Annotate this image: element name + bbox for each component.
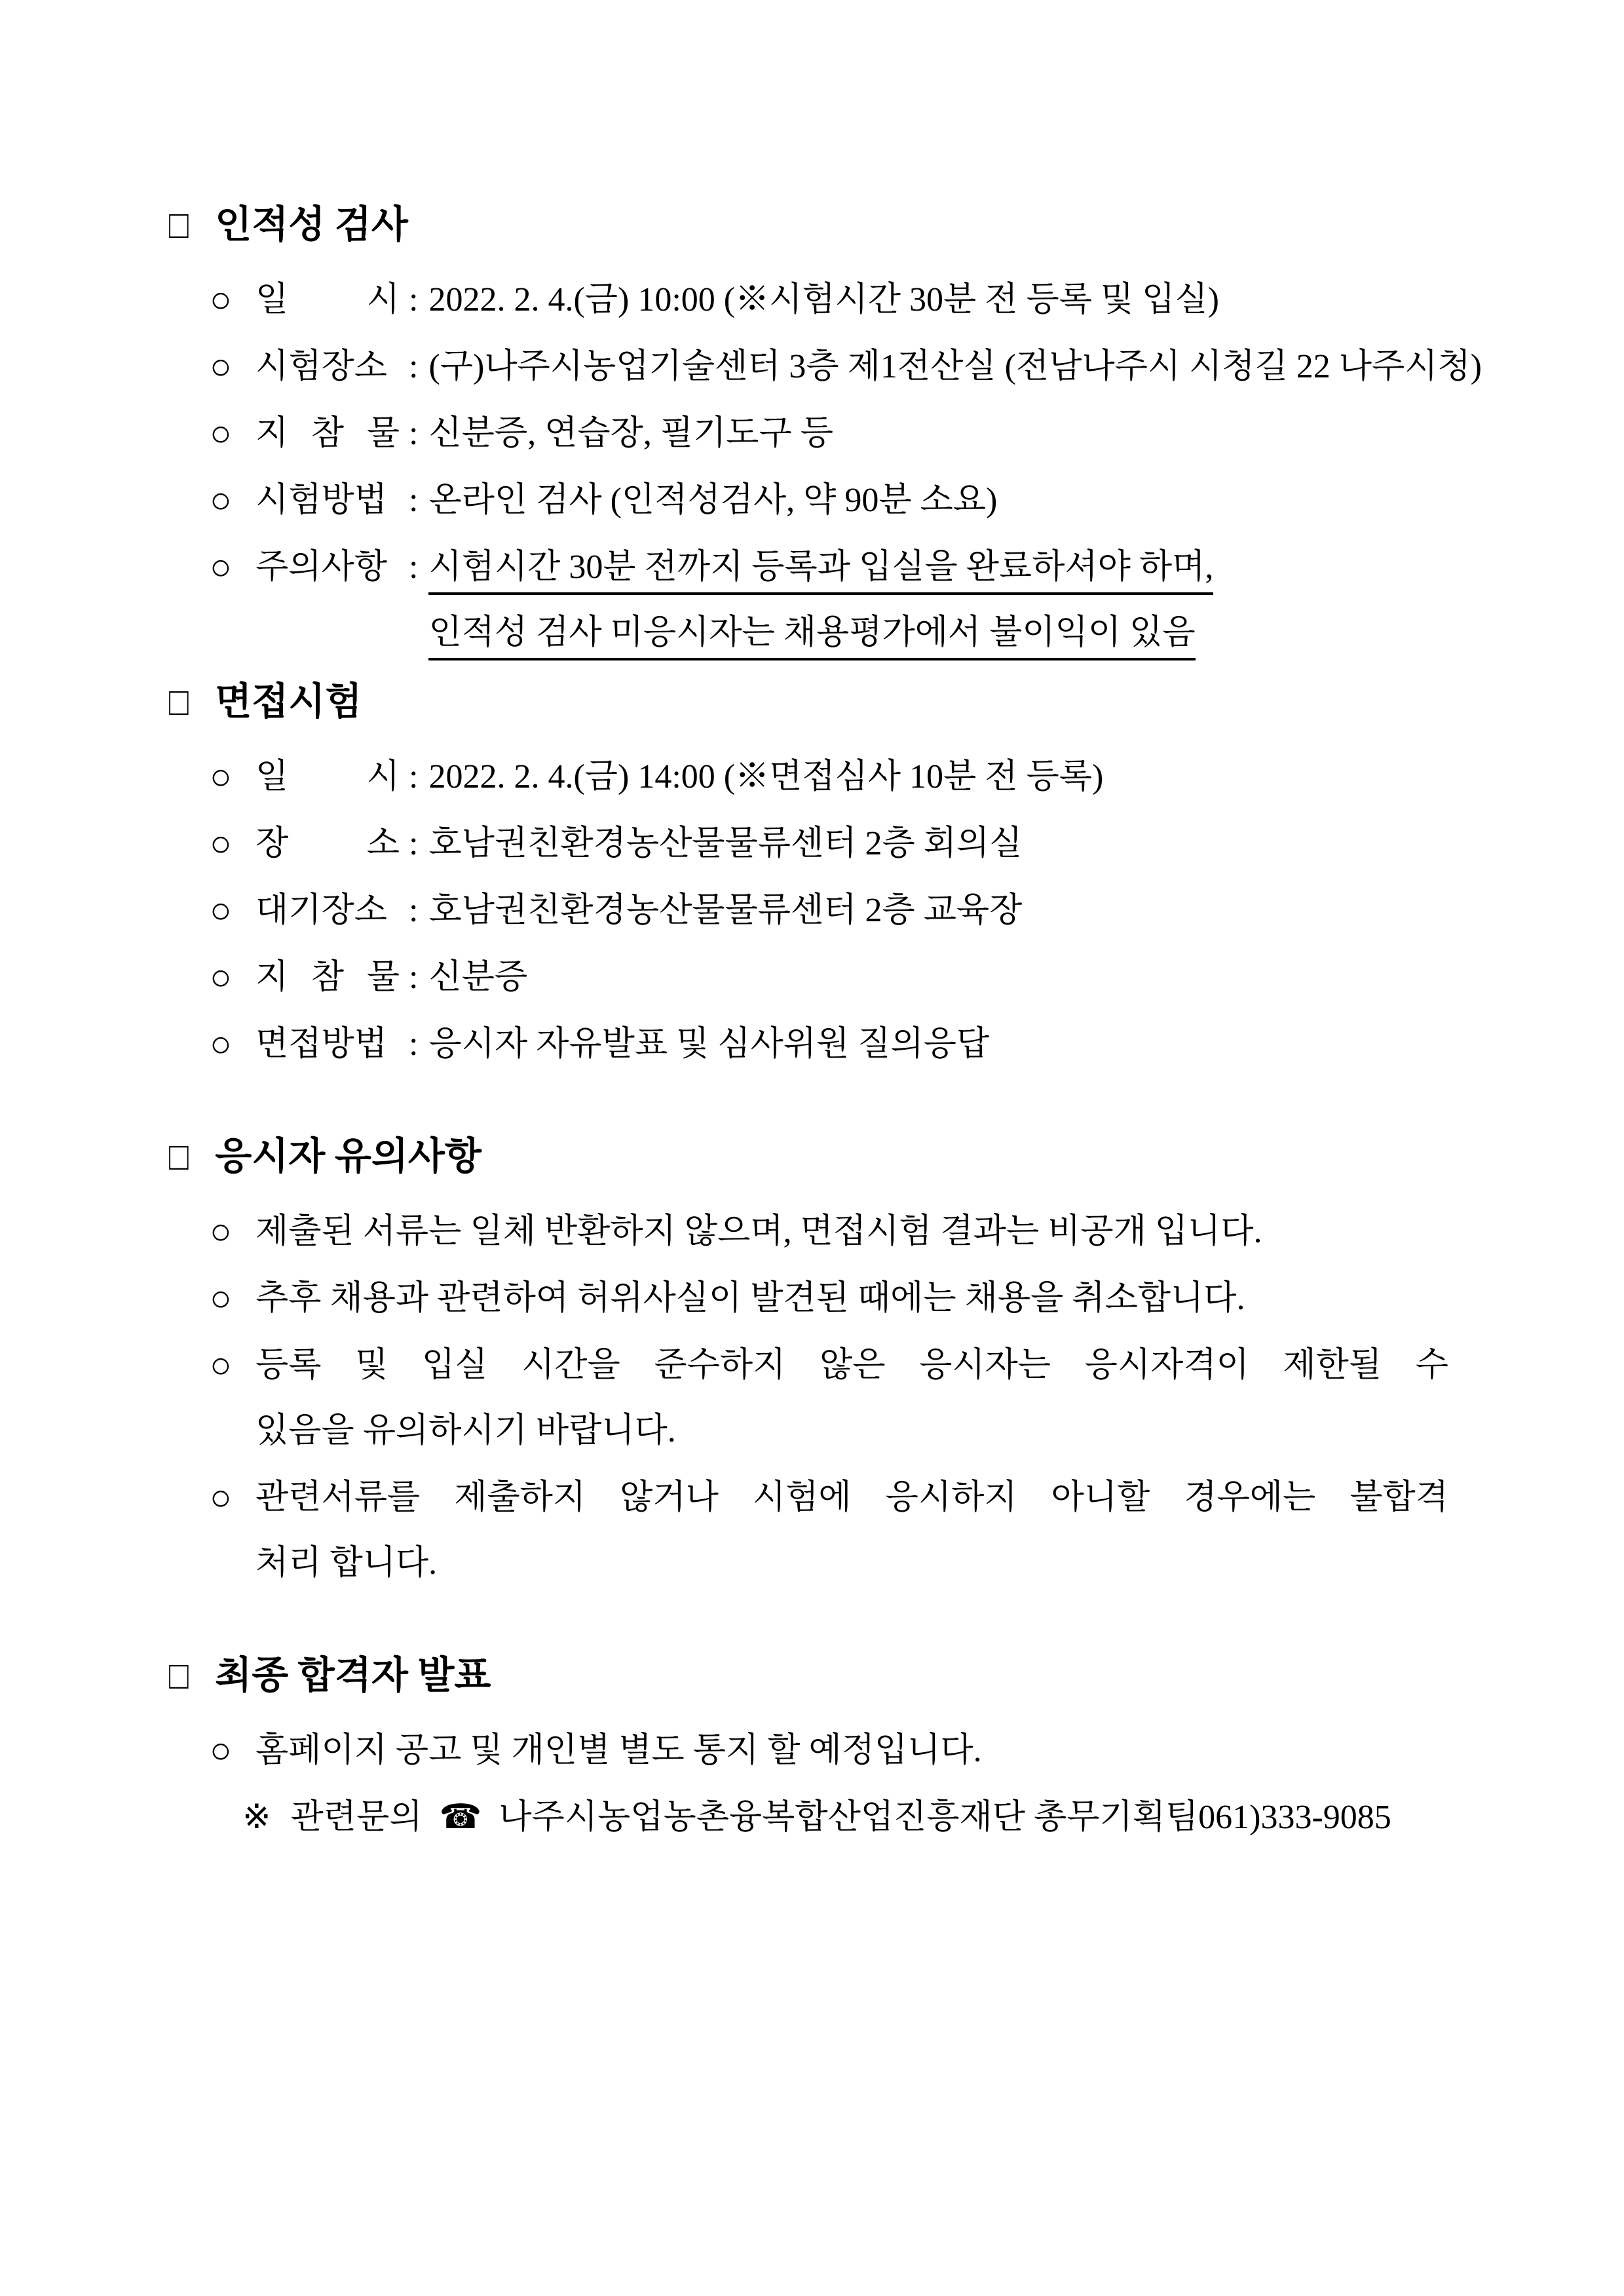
- item-label: 일 시: [255, 281, 400, 318]
- section-final-results: [169, 1654, 1448, 1837]
- item-value-line1: 홈페이지 공고 및 개인별 별도 통지 할 예정입니다.: [255, 1732, 982, 1769]
- circle-bullet-icon: ○: [210, 347, 232, 387]
- colon-separator: :: [409, 415, 419, 452]
- colon-separator: :: [409, 892, 419, 929]
- section-heading: [169, 1135, 1448, 1178]
- item-label: 면접방법: [255, 1025, 387, 1063]
- circle-bullet-icon: ○: [210, 1278, 232, 1319]
- item-value: 온라인 검사 (인적성검사, 약 90분 소요): [428, 482, 998, 519]
- item-value: 응시자 자유발표 및 심사위원 질의응답: [428, 1025, 990, 1063]
- item-value: 호남권친환경농산물물류센터 2층 교육장: [428, 892, 1023, 929]
- circle-bullet-icon: ○: [210, 1478, 232, 1518]
- item-value-line1: 관련서류를 제출하지 않거나 시험에 응시하지 아니할 경우에는 불합격: [255, 1479, 1448, 1516]
- circle-bullet-icon: ○: [210, 957, 232, 998]
- item-label: 일 시: [255, 758, 400, 795]
- item-value-line2: 있음을 유의하시기 바랍니다.: [255, 1412, 676, 1449]
- colon-separator: :: [409, 482, 419, 519]
- square-bullet-icon: □: [169, 1135, 189, 1178]
- item-value-line1: 추후 채용과 관련하여 허위사실이 발견된 때에는 채용을 취소합니다.: [255, 1280, 1245, 1317]
- circle-bullet-icon: ○: [210, 757, 232, 797]
- section-title: 응시자 유의사항: [215, 1135, 482, 1177]
- item-label: 시험방법: [255, 482, 387, 519]
- note-mark-icon: ※: [242, 1799, 271, 1836]
- circle-bullet-icon: ○: [210, 1731, 232, 1771]
- phone-icon: ☎: [439, 1799, 482, 1836]
- item-value: [255, 1212, 1448, 1252]
- colon-separator: :: [409, 348, 419, 385]
- list-item: [169, 891, 1448, 930]
- item-value: 2022. 2. 4.(금) 10:00 (※시험시간 30분 전 등록 및 입실): [428, 281, 1219, 318]
- item-value: 신분증, 연습장, 필기도구 등: [428, 415, 834, 452]
- list-item: [169, 1478, 1448, 1583]
- colon-separator: :: [409, 758, 419, 795]
- circle-bullet-icon: ○: [210, 824, 232, 864]
- square-bullet-icon: □: [169, 203, 189, 246]
- item-label: 주의사항: [255, 548, 387, 586]
- list-item: [169, 757, 1448, 797]
- list-item: [169, 280, 1448, 320]
- section-title: 인적성 검사: [215, 203, 408, 246]
- section-interview-exam: [169, 680, 1448, 1064]
- list-item: [169, 347, 1482, 387]
- item-value-line1: 제출된 서류는 일체 반환하지 않으며, 면접시험 결과는 비공개 입니다.: [255, 1213, 1262, 1250]
- colon-separator: :: [409, 548, 419, 586]
- square-bullet-icon: □: [169, 680, 189, 723]
- list-item: [169, 1279, 1448, 1318]
- colon-separator: :: [409, 825, 419, 862]
- item-label: 시험장소: [255, 348, 387, 385]
- item-value-line2: 인적성 검사 미응시자는 채용평가에서 불이익이 있음: [428, 613, 1448, 653]
- list-item: [169, 481, 1448, 520]
- square-bullet-icon: □: [169, 1654, 189, 1697]
- item-label: 장 소: [255, 825, 400, 862]
- circle-bullet-icon: ○: [210, 1345, 232, 1386]
- item-value: [428, 548, 1448, 653]
- item-value: 호남권친환경농산물물류센터 2층 회의실: [428, 825, 1023, 862]
- item-label: 지 참 물: [255, 959, 400, 996]
- circle-bullet-icon: ○: [210, 547, 232, 588]
- section-aptitude-test: [169, 203, 1482, 653]
- section-applicant-notes: [169, 1135, 1448, 1583]
- item-value: [255, 1279, 1448, 1318]
- item-value: 2022. 2. 4.(금) 14:00 (※면접심사 10분 전 등록): [428, 758, 1104, 795]
- circle-bullet-icon: ○: [210, 280, 232, 320]
- colon-separator: :: [409, 959, 419, 996]
- list-item: [169, 958, 1448, 997]
- section-heading: [169, 680, 1448, 723]
- note-text: 나주시농업농촌융복합산업진흥재단 총무기획팀061)333-9085: [499, 1799, 1391, 1836]
- circle-bullet-icon: ○: [210, 480, 232, 521]
- list-item: [169, 1025, 1448, 1064]
- circle-bullet-icon: ○: [210, 1024, 232, 1065]
- list-item: [169, 414, 1448, 453]
- circle-bullet-icon: ○: [210, 890, 232, 931]
- contact-note: [169, 1798, 1448, 1837]
- note-label: 관련문의: [290, 1799, 423, 1836]
- item-value-line1: 등록 및 입실 시간을 준수하지 않은 응시자는 응시자격이 제한될 수: [255, 1347, 1448, 1384]
- list-item: [169, 824, 1448, 864]
- item-value: [255, 1478, 1448, 1583]
- section-title: 최종 합격자 발표: [215, 1654, 491, 1696]
- item-value: [255, 1346, 1448, 1451]
- circle-bullet-icon: ○: [210, 413, 232, 454]
- colon-separator: :: [409, 281, 419, 318]
- list-item: [169, 1346, 1448, 1451]
- item-value: [255, 1731, 1448, 1770]
- item-value: 신분증: [428, 959, 528, 996]
- item-label: 대기장소: [255, 892, 387, 929]
- item-value-line1: 시험시간 30분 전까지 등록과 입실을 완료하셔야 하며,: [428, 548, 1448, 587]
- item-label: 지 참 물: [255, 415, 400, 452]
- section-title: 면접시험: [215, 680, 362, 723]
- item-value: (구)나주시농업기술센터 3층 제1전산실 (전남나주시 시청길 22 나주시청): [428, 348, 1482, 385]
- section-heading: [169, 1654, 1448, 1697]
- section-heading: [169, 203, 1448, 246]
- list-item: [169, 548, 1448, 653]
- colon-separator: :: [409, 1025, 419, 1063]
- circle-bullet-icon: ○: [210, 1212, 232, 1252]
- list-item: [169, 1212, 1448, 1252]
- list-item: [169, 1731, 1448, 1770]
- item-value-line2: 처리 합니다.: [255, 1544, 438, 1582]
